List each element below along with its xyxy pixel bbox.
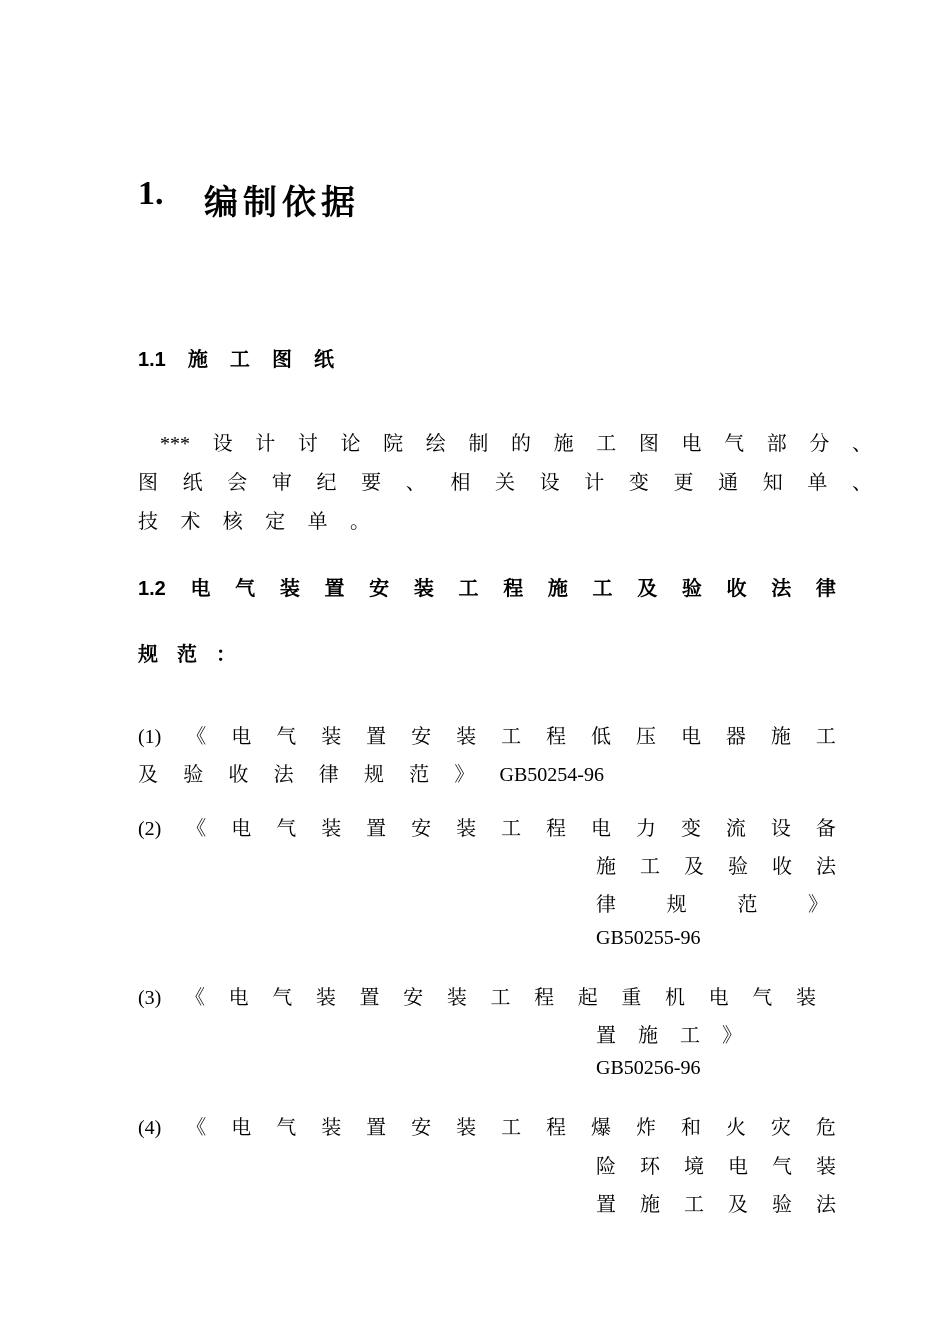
text-token: 炸 (635, 1117, 656, 1139)
text-token: 程 (503, 578, 524, 600)
list-item-line (138, 812, 836, 841)
list-item-line (138, 981, 816, 1010)
text-token: 及 (684, 856, 704, 878)
text-token: 、 (852, 433, 872, 455)
text-token: 气 (272, 987, 293, 1009)
text-token: 规 (363, 764, 384, 786)
text-token: 重 (621, 987, 642, 1009)
text-token: 置 (324, 578, 345, 600)
text-token: 制 (468, 433, 489, 455)
list-item-line (596, 850, 836, 879)
text-token: 装 (321, 1117, 342, 1139)
text-token: 定 (265, 511, 286, 533)
text-token: 图 (638, 433, 659, 455)
text-token: 气 (276, 818, 297, 840)
text-token: 电 (231, 818, 252, 840)
section-1-1-para-line (160, 427, 872, 456)
text-token: 律 (815, 578, 836, 600)
text-token: 置 (366, 1117, 387, 1139)
text-token: 关 (495, 472, 515, 494)
text-token: 境 (684, 1156, 704, 1178)
text-token: 》 (807, 894, 828, 916)
section-1-1-para-line (138, 505, 370, 534)
text-token: 知 (762, 472, 783, 494)
text-token: 电 (728, 1156, 748, 1178)
text-token: 施 (770, 726, 791, 748)
text-token: 电 (190, 578, 211, 600)
text-token: 工 (229, 349, 250, 371)
text-token: 工 (501, 818, 522, 840)
section-1-1-para-line (138, 466, 872, 495)
list-item-line (138, 758, 604, 787)
text-token: 计 (255, 433, 276, 455)
text-token: 装 (413, 578, 434, 600)
text-token: 工 (490, 987, 511, 1009)
text-token: 法 (771, 578, 792, 600)
text-token: 置 (359, 987, 380, 1009)
text-token: 论 (340, 433, 361, 455)
text-token: 置 (366, 818, 387, 840)
section-1-2-title (138, 572, 836, 601)
text-token: (4) (138, 1117, 162, 1139)
text-token: 验 (183, 764, 204, 786)
text-token: 安 (411, 726, 432, 748)
text-token: 要 (361, 472, 382, 494)
text-token: 法 (816, 856, 836, 878)
text-token: 电 (708, 987, 729, 1009)
text-token: 程 (546, 818, 567, 840)
text-token: 电 (681, 433, 702, 455)
text-token: 收 (772, 856, 792, 878)
text-token: 起 (577, 987, 598, 1009)
text-token: 设 (539, 472, 560, 494)
text-token: 规 (666, 894, 687, 916)
text-token: 纸 (314, 349, 334, 371)
text-token: 工 (501, 1117, 522, 1139)
text-token: 压 (635, 726, 656, 748)
text-token: 设 (770, 818, 791, 840)
text-token: 工 (596, 433, 617, 455)
text-token: 更 (673, 472, 694, 494)
text-token: 器 (725, 726, 746, 748)
text-token: 工 (815, 726, 836, 748)
text-token: 安 (411, 818, 432, 840)
text-token: 气 (276, 726, 297, 748)
text-token: 施 (187, 349, 208, 371)
list-item-line (596, 888, 828, 917)
main-heading (138, 175, 438, 222)
text-token: 的 (511, 433, 531, 455)
list-item-line (596, 1019, 742, 1048)
text-token: 《 (186, 726, 207, 748)
text-token: 及 (138, 764, 158, 786)
text-token: (3) (138, 987, 162, 1009)
text-token: 审 (271, 472, 292, 494)
standard-code: GB50256-96 (596, 1057, 701, 1079)
text-token: 施 (596, 856, 616, 878)
text-token: 验 (772, 1194, 792, 1216)
text-token: 工 (501, 726, 522, 748)
text-token: 。 (349, 511, 370, 533)
text-token: 单 (307, 511, 328, 533)
text-token: 环 (640, 1156, 660, 1178)
text-token: 险 (596, 1156, 616, 1178)
text-token: 及 (728, 1194, 748, 1216)
text-token: 气 (276, 1117, 297, 1139)
text-token: 通 (718, 472, 739, 494)
text-token: 范 (177, 644, 197, 666)
text-token: 和 (680, 1117, 701, 1139)
list-item-line (138, 1111, 836, 1140)
text-token: 施 (553, 433, 574, 455)
text-token: 力 (635, 818, 656, 840)
text-token: 范 (737, 894, 758, 916)
text-token: 工 (458, 578, 479, 600)
text-token: 技 (138, 511, 158, 533)
text-token: 变 (680, 818, 701, 840)
text-token: 机 (665, 987, 686, 1009)
text-token: 装 (795, 987, 816, 1009)
text-token: 收 (726, 578, 747, 600)
text-token: 置 (366, 726, 387, 748)
text-token: 律 (318, 764, 339, 786)
text-token: 设 (212, 433, 233, 455)
text-token: 单 (807, 472, 828, 494)
text-token: 法 (273, 764, 294, 786)
text-token: 气 (724, 433, 745, 455)
text-token: 装 (315, 987, 336, 1009)
text-token: 收 (228, 764, 249, 786)
text-token: 纸 (182, 472, 203, 494)
text-token: 相 (450, 472, 471, 494)
text-token: 部 (766, 433, 787, 455)
text-token: 》 (722, 1025, 742, 1047)
heading-title: 编制依据 (204, 185, 360, 222)
text-token: 1.1 (138, 349, 166, 371)
text-token: 装 (321, 818, 342, 840)
section-1-1-title (138, 343, 334, 372)
text-token: 安 (403, 987, 424, 1009)
text-token: 《 (186, 1117, 207, 1139)
text-token: 电 (231, 726, 252, 748)
text-token: 核 (222, 511, 243, 533)
text-token: 装 (816, 1156, 836, 1178)
text-token: 施 (640, 1194, 660, 1216)
text-token: 置 (596, 1194, 616, 1216)
text-token: 火 (725, 1117, 746, 1139)
text-token: 装 (446, 987, 467, 1009)
text-token: 及 (637, 578, 658, 600)
text-token: 法 (816, 1194, 836, 1216)
text-token: 灾 (770, 1117, 791, 1139)
text-token: 程 (546, 1117, 567, 1139)
list-item-line (138, 720, 836, 749)
text-token: GB50254-96 (499, 764, 604, 786)
text-token: 》 (454, 764, 475, 786)
text-token: 计 (584, 472, 605, 494)
text-token: 《 (184, 987, 205, 1009)
text-token: 变 (628, 472, 649, 494)
text-token: 规 (138, 644, 158, 666)
text-token: 电 (680, 726, 701, 748)
text-token: 安 (369, 578, 390, 600)
list-item-line (596, 1150, 836, 1179)
text-token: 、 (852, 472, 872, 494)
text-token: 工 (640, 856, 660, 878)
text-token: 装 (321, 726, 342, 748)
text-token: 验 (728, 856, 748, 878)
text-token: 电 (231, 1117, 252, 1139)
text-token: 气 (772, 1156, 792, 1178)
heading-number: 1. (138, 175, 164, 212)
text-token: 院 (383, 433, 404, 455)
text-token: 流 (725, 818, 746, 840)
text-token: 施 (547, 578, 568, 600)
text-token: 验 (681, 578, 702, 600)
text-token: 施 (638, 1025, 658, 1047)
section-1-2-title-cont (138, 638, 236, 667)
text-token: 1.2 (138, 578, 166, 600)
text-token: 会 (227, 472, 248, 494)
text-token: 安 (411, 1117, 432, 1139)
text-token: 工 (680, 1025, 700, 1047)
text-token: ： (216, 644, 236, 666)
text-token: 术 (180, 511, 201, 533)
text-token: 工 (592, 578, 613, 600)
text-token: (1) (138, 726, 162, 748)
text-token: 气 (752, 987, 773, 1009)
text-token: 程 (534, 987, 555, 1009)
text-token: 绘 (425, 433, 446, 455)
text-token: 电 (591, 818, 612, 840)
text-token: 讨 (297, 433, 318, 455)
text-token: 危 (815, 1117, 836, 1139)
text-token: (2) (138, 818, 162, 840)
text-token: 范 (409, 764, 430, 786)
text-token: 、 (405, 472, 426, 494)
text-token: 分 (809, 433, 830, 455)
text-token: 装 (456, 1117, 477, 1139)
standard-code: GB50255-96 (596, 927, 701, 949)
text-token: 置 (596, 1025, 616, 1047)
text-token: 装 (456, 818, 477, 840)
text-token: 律 (596, 894, 616, 916)
text-token: 程 (546, 726, 567, 748)
text-token: 《 (186, 818, 207, 840)
text-token: 装 (279, 578, 300, 600)
text-token: 电 (228, 987, 249, 1009)
list-item-line (596, 1188, 836, 1217)
text-token: 纪 (316, 472, 337, 494)
text-token: 爆 (591, 1117, 612, 1139)
text-token: 低 (591, 726, 612, 748)
text-token: 气 (235, 578, 256, 600)
text-token: 图 (138, 472, 158, 494)
text-token: 工 (684, 1194, 704, 1216)
text-token: 装 (456, 726, 477, 748)
text-token: 图 (271, 349, 292, 371)
text-token: *** (160, 433, 190, 455)
text-token: 备 (815, 818, 836, 840)
